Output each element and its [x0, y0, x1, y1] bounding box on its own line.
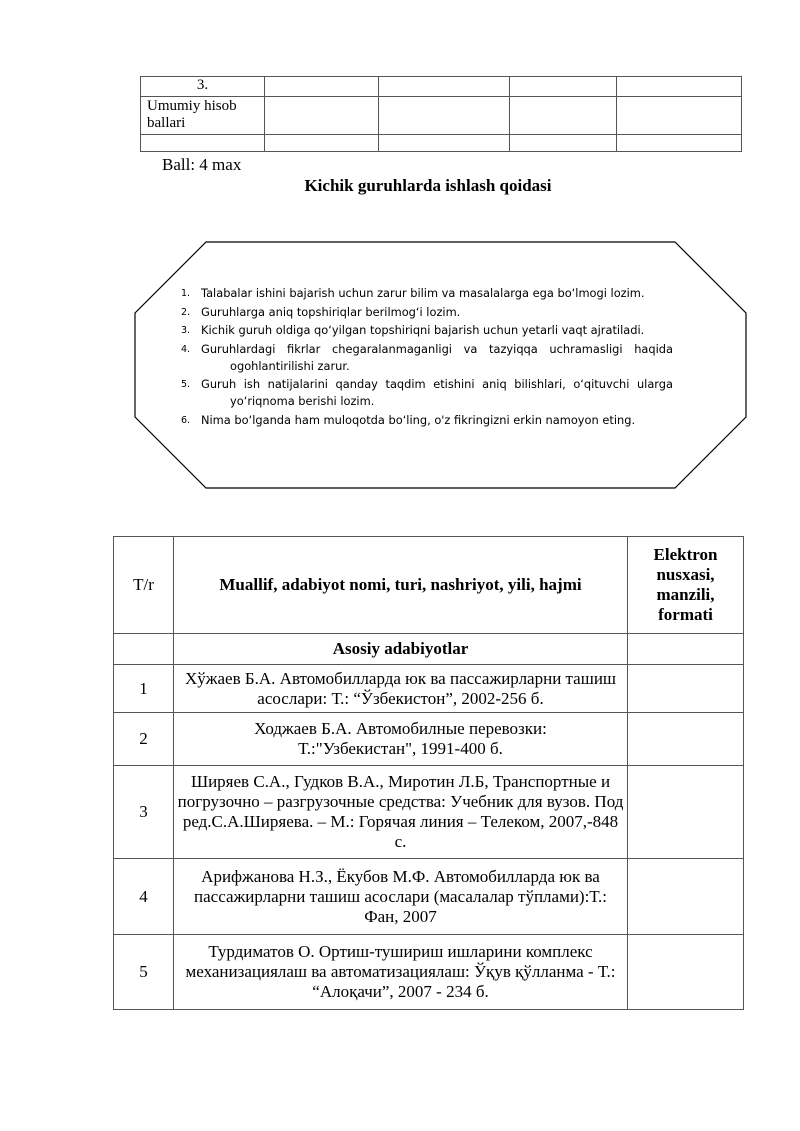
table-cell — [510, 77, 617, 97]
list-text: Kichik guruh oldiga qo‘yilgan topshiriqni bajarish uchun yetarli vaqt ajratiladi. — [201, 323, 645, 337]
list-text: Nima bo‘lganda ham muloqotda bo‘ling, o'z fikringizni erkin namoyon eting. — [201, 412, 636, 427]
list-text: Guruhlardagi fikrlar chegaralanmaganligi va tazyiqqa uchramasligi haqida — [201, 341, 673, 356]
list-number: 2. — [181, 306, 191, 318]
list-item — [181, 304, 673, 321]
row-number: 5 — [114, 935, 174, 1010]
table-cell — [379, 77, 510, 97]
table-row — [114, 713, 744, 766]
row-number: 3 — [114, 766, 174, 859]
table-header-row — [114, 537, 744, 634]
row-electronic — [628, 935, 744, 1010]
header-title: Muallif, adabiyot nomi, turi, nashriyot, yili, hajmi — [174, 537, 628, 634]
literature-table — [113, 536, 744, 1010]
list-text: Talabalar ishini bajarish uchun zarur bilim va masalalarga ega bo‘lmogi lozim. — [201, 286, 645, 300]
table-cell — [265, 77, 379, 97]
table-row — [141, 135, 742, 152]
row-label: Umumiy hisob ballari — [141, 97, 265, 135]
table-cell — [379, 135, 510, 152]
rules-list — [181, 285, 673, 430]
row-text: Хўжаев Б.А. Автомобилларда юк ва пассажирларни ташиш асослари: Т.: “Ўзбекистон”, 2002-256 б. — [174, 665, 628, 713]
row-electronic — [628, 859, 744, 935]
table-row — [114, 665, 744, 713]
ball-note: Ball: 4 max — [162, 155, 242, 174]
table-cell — [265, 135, 379, 152]
table-cell — [617, 97, 742, 135]
list-number: 4. — [181, 343, 191, 355]
header-electronic: Elektron nusxasi, manzili, formati — [628, 537, 744, 634]
list-item — [181, 376, 673, 410]
table-cell — [379, 97, 510, 135]
row-text: Ширяев С.А., Гудков В.А., Миротин Л.Б, Транспортные и погрузочно – разгрузочные средства: Учебник для вузов. Под ред.С.А.Ширяева. – М.: Горячая линия – Телеком, 2007,-848 с. — [174, 766, 628, 859]
table-cell — [114, 634, 174, 665]
list-text-continuation: ogohlantirilishi zarur. — [230, 358, 350, 373]
row-label — [141, 135, 265, 152]
table-cell — [265, 97, 379, 135]
table-cell — [617, 77, 742, 97]
row-electronic — [628, 665, 744, 713]
list-number: 1. — [181, 288, 191, 299]
list-number: 6. — [181, 414, 191, 426]
list-number: 3. — [181, 325, 191, 336]
row-electronic — [628, 766, 744, 859]
table-row — [141, 77, 742, 97]
row-electronic — [628, 713, 744, 766]
row-number: 4 — [114, 859, 174, 935]
table-cell — [510, 135, 617, 152]
list-number: 5. — [181, 379, 191, 390]
header-num: T/r — [114, 537, 174, 634]
list-item — [181, 412, 673, 429]
row-text: Ходжаев Б.А. Автомобилные перевозки: Т.:"Узбекистан", 1991-400 б. — [174, 713, 628, 766]
row-text: Турдиматов О. Ортиш-тушириш ишларини комплекс механизациялаш ва автоматизациялаш: Ўқув қўлланма - Т.: “Алоқачи”, 2007 - 234 б. — [174, 935, 628, 1010]
list-item — [181, 341, 673, 375]
list-item — [181, 285, 673, 302]
section-heading: Kichik guruhlarda ishlash qoidasi — [304, 176, 552, 195]
row-number: 2 — [114, 713, 174, 766]
score-table — [140, 76, 742, 152]
row-label: 3. — [141, 77, 265, 97]
section-title: Asosiy adabiyotlar — [174, 634, 628, 665]
section-row — [114, 634, 744, 665]
table-cell — [617, 135, 742, 152]
table-cell — [628, 634, 744, 665]
list-text: Guruhlarga aniq topshiriqlar berilmog‘i lozim. — [201, 304, 461, 319]
row-number: 1 — [114, 665, 174, 713]
table-row — [114, 766, 744, 859]
list-item — [181, 322, 673, 339]
row-text: Арифжанова Н.З., Ёкубов М.Ф. Автомобилларда юк ва пассажирларни ташиш асослари (масалалар тўплами):Т.: Фан, 2007 — [174, 859, 628, 935]
list-text-continuation: yo‘riqnoma berishi lozim. — [230, 394, 375, 408]
table-row — [141, 97, 742, 135]
table-row — [114, 935, 744, 1010]
table-cell — [510, 97, 617, 135]
list-text: Guruh ish natijalarini qanday taqdim etishini aniq bilishlari, o‘qituvchi ularga — [201, 377, 673, 391]
table-row — [114, 859, 744, 935]
